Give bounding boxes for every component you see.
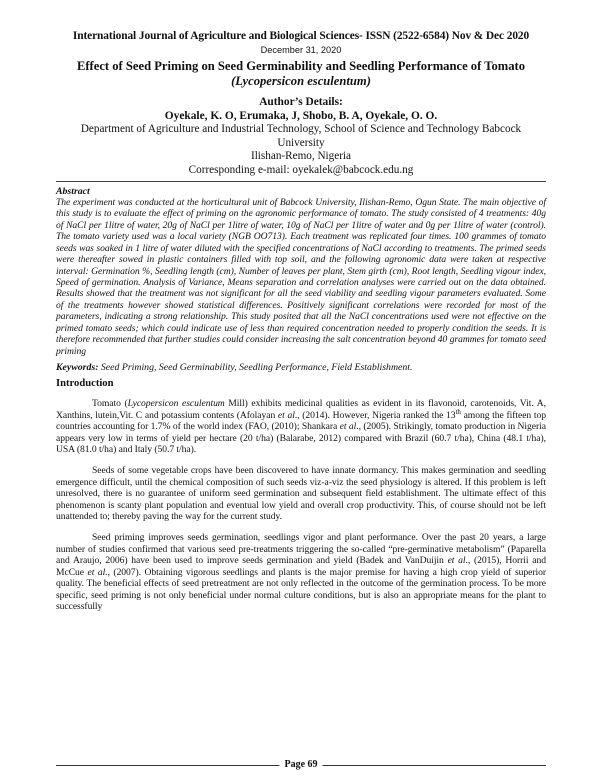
page-number: Page 69 — [279, 759, 322, 770]
p1-scientific-name: Lycopersicon esculentum — [127, 398, 225, 410]
intro-paragraph-1 — [56, 398, 546, 456]
affiliation-line-1: Department of Agriculture and Industrial Technology, School of Science and Technology Babcock University — [80, 123, 522, 149]
authors-heading: Author’s Details: — [259, 96, 343, 108]
p1-superscript: th — [455, 407, 461, 416]
author-list: Oyekale, K. O, Erumaka, J, Shobo, B. A, Oyekale, O. O. — [164, 110, 438, 122]
paper-page — [56, 30, 546, 622]
keywords-value: Seed Priming, Seed Germinability, Seedling Performance, Field Establishment. — [100, 362, 413, 374]
p1-text-d: among the fifteen top countries accounting for 1.7% of the world index (FAO, (2010); Shankara — [56, 409, 546, 433]
p3-text-c: , (2007). Obtaining vigorous seedlings and plants is the major premise for having a high crop yield of superior quality. The beneficial effects of seed pretreatment are not only reflected in the outcome of the germination process. To be more specific, seed priming is not only beneficial under normal culture conditions, but is also an appropriate means for the plant to successfully — [56, 566, 547, 613]
p3-text-b: ., (2015), Horrii and McCue — [56, 555, 546, 578]
affiliation — [56, 123, 546, 164]
abstract-heading: Abstract — [56, 185, 90, 197]
keywords — [56, 362, 546, 373]
keywords-label: Keywords: — [56, 362, 99, 374]
title-scientific-name: (Lycopersicon esculentum) — [231, 74, 371, 88]
abstract-body: The experiment was conducted at the horticultural unit of Babcock University, Ilishan-Remo, Ogun State. The main objective of this study is to evaluate the effect of priming on the agronomic performance of tomato. The study consisted of 4 treatments: 40g of NaCl per 1litre of water, 20g of NaCl per 1litre of water, 10g of NaCl per 1litre of water and 0g per 1litre of water (control). The tomato variety used was a local variety (NGB OO713). Each treatment was replicated four times. 100 grammes of tomato seeds was soaked in 1 litre of water diluted with the specified concentrations of NaCl according to treatments. The primed seeds were thereafter sowed in plastic containers filled with top soil, and the following agronomic data were taken at respective interval: Germination %, Seedling length (cm), Number of leaves per plant, Stem girth (cm), Root length, Seedling vigour index, Speed of germination. Analysis of Variance, Means separation and correlation analyses were carried out on the data obtained. Results showed that the treatment was not significant for all the seed viability and seedling vigour parameters evaluated. Some of the treatments however showed statistical differences. Positively significant correlations were recorded for most of the parameters, indicating a strong relationship. This study posited that all the NaCl concentrations used were not effective on the primed tomato seeds; which could indicate use of less than required concentration needed to properly condition the seeds. It is therefore recommended that further studies could consider increasing the salt concentration beyond 40 grammes for tomato seed priming — [56, 196, 546, 357]
introduction-heading: Introduction — [56, 378, 114, 390]
publication-date: December 31, 2020 — [260, 45, 342, 55]
p1-etal-1: et al — [277, 409, 295, 421]
p1-text-b: Mill) exhibits medicinal qualities as evident in its flavonoid, carotenoids, Vit. A, Xanthins, lutein,Vit. C and potassium contents (Afolayan — [56, 398, 546, 421]
header-divider — [56, 181, 546, 182]
p1-text-c: ., (2014). However, Nigeria ranked the 13 — [294, 409, 456, 421]
p1-text-a: Tomato ( — [92, 398, 128, 410]
affiliation-line-2: Ilishan-Remo, Nigeria — [250, 150, 352, 163]
paper-title — [56, 59, 546, 89]
intro-paragraph-2: Seeds of some vegetable crops have been discovered to have innate dormancy. This makes germination and seedling emergence difficult, until the chemical composition of such seeds viz-a-viz the seed physiology is altered. If this problem is left unresolved, there is no guarantee of uniform seed germination and subsequent field establishment. The ultimate effect of this phenomenon is scanty plant population and eventual low yield and overall crop productivity. This, of course should not be left unattended to; thereby paving the way for the current study. — [56, 465, 546, 523]
p3-etal-1: et al — [447, 555, 466, 567]
journal-header: International Journal of Agriculture and Biological Sciences- ISSN (2522-6584) Nov & Dec 2020 — [72, 30, 530, 42]
intro-paragraph-3 — [56, 532, 546, 613]
title-main: Effect of Seed Priming on Seed Germinability and Seedling Performance of Tomato — [76, 59, 526, 73]
p3-etal-2: et al. — [87, 566, 108, 578]
p3-text-a: Seed priming improves seeds germination, seedlings vigor and plant performance. Over the past 20 years, a large number of studies confirmed that various seed pre-treatments triggering the so-called “pre-germinative metabolism” (Paparella and Araujo, 2006) have been used to improve seeds germination and yield (Badek and VanDuijin — [56, 532, 546, 567]
corresponding-email: Corresponding e-mail: oyekalek@babcock.edu.ng — [188, 163, 414, 176]
p1-text-e: ., (2005). Strikingly, tomato production in Nigeria appears very low in terms of yield per hectare (20 t/ha) (Balarabe, 2012) compared with Brazil (60.7 t/ha), China (48.1 t/ha), USA (81.0 t/ha) and Italy (50.7 t/ha). — [56, 421, 546, 456]
p1-etal-2: et al — [339, 421, 357, 433]
page-footer — [56, 759, 546, 773]
